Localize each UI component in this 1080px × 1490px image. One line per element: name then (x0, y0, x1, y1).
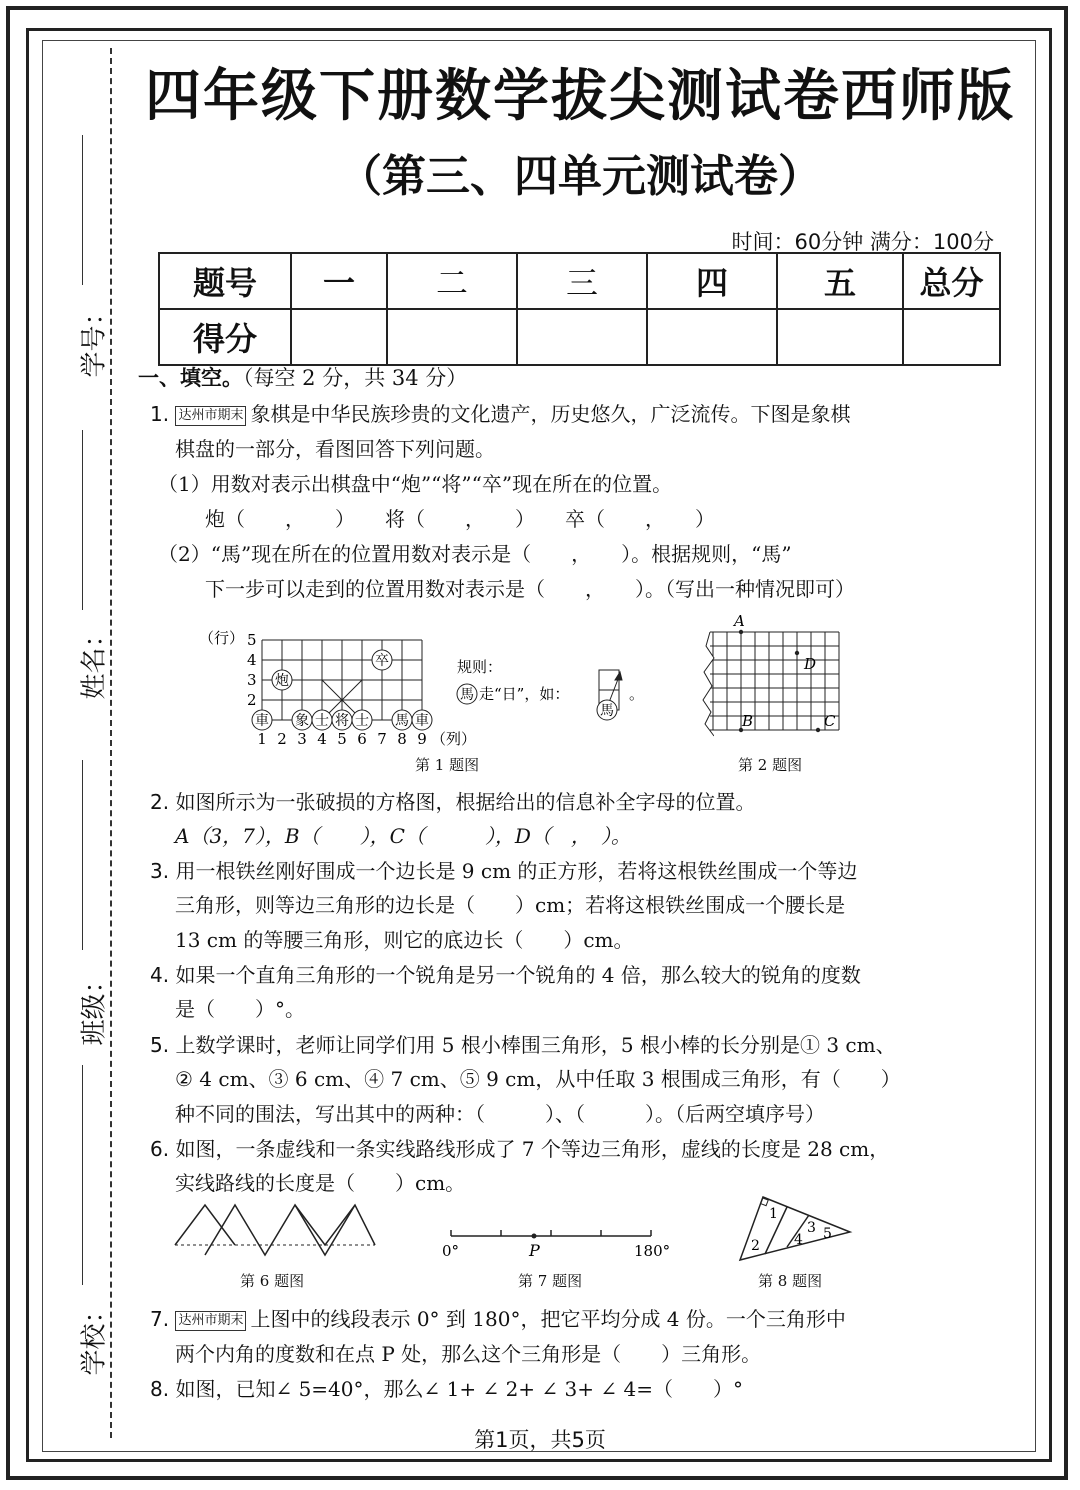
q6-text: 如图，一条虚线和一条实线路线形成了 7 个等边三角形，虚线的长度是 28 cm， (175, 1137, 890, 1161)
xtick: 7 (377, 730, 387, 748)
ytick: 2 (247, 691, 257, 709)
score-cell[interactable] (647, 309, 777, 365)
xtick: 2 (277, 730, 287, 748)
fig8-caption: 第 8 题图 (758, 1272, 823, 1290)
q7-text: 上图中的线段表示 0° 到 180°，把它平均分成 4 份。一个三角形中 (250, 1307, 846, 1331)
fig2-grid-lines (710, 632, 839, 730)
piece-zu (372, 650, 392, 670)
fig6-caption: 第 6 题图 (240, 1272, 305, 1290)
segment-p-label: P (529, 1241, 540, 1260)
fig2-caption: 第 2 题图 (738, 756, 803, 774)
q1-part2b[interactable]: 下一步可以走到的位置用数对表示是（ ， ）。（写出一种情况即可） (205, 577, 855, 601)
xtick: 9 (417, 730, 427, 748)
q3-text: 用一根铁丝刚好围成一个边长是 9 cm 的正方形，若将这根铁丝围成一个等边 (175, 859, 858, 883)
q2-text: 如图所示为一张破损的方格图，根据给出的信息补全字母的位置。 (175, 790, 756, 814)
point-a (739, 630, 743, 634)
q8-line1[interactable] (150, 1373, 743, 1402)
fig1-yticks (247, 631, 257, 709)
fig7-segment (436, 1222, 676, 1264)
q5-line1 (150, 1029, 896, 1058)
q4-number: 4. (150, 963, 170, 987)
label-c: C (824, 712, 836, 730)
q1-number: 1. (150, 402, 170, 426)
class-line[interactable] (82, 760, 83, 950)
angle-4: 4 (794, 1232, 803, 1248)
page-title: 四年级下册数学拔尖测试卷西师版 (145, 64, 1015, 129)
ytick: 3 (247, 671, 257, 689)
q5-text: 上数学课时，老师让同学们用 5 根小棒围三角形，5 根小棒的长分别是① 3 cm、 (175, 1033, 896, 1057)
fig6-zigzag (170, 1200, 380, 1260)
score-header-row (159, 253, 1000, 309)
header-cell: 二 (387, 253, 517, 309)
rule-text: 走“日”，如： (479, 685, 570, 703)
q7-line2[interactable]: 两个内角的度数和在点 P 处，那么这个三角形是（ ）三角形。 (175, 1342, 762, 1366)
q6-line1 (150, 1133, 889, 1162)
q4-text: 如果一个直角三角形的一个锐角是另一个锐角的 4 倍，那么较大的锐角的度数 (175, 963, 861, 987)
score-cell[interactable] (777, 309, 903, 365)
q7-number: 7. (150, 1307, 170, 1331)
student-number-label: 学号： (79, 299, 110, 378)
score-row-label: 得分 (159, 309, 291, 365)
piece-ma (392, 710, 412, 730)
ytick: 4 (247, 651, 257, 669)
piece-ju-right (412, 710, 432, 730)
header-cell: 题号 (159, 253, 291, 309)
label-a: A (734, 612, 745, 630)
q5-line3[interactable]: 种不同的围法，写出其中的两种：（ ）、（ ）。（后两空填序号） (175, 1102, 825, 1126)
piece-label: 卒 (375, 653, 389, 669)
score-cell[interactable] (387, 309, 517, 365)
time-score-info: 时间：60分钟 满分：100分 (731, 230, 994, 254)
score-row (159, 309, 1000, 365)
piece-ju-left (252, 710, 272, 730)
page-subtitle: （第三、四单元测试卷） (338, 151, 822, 202)
binding-dashed-line (110, 48, 112, 1438)
angle-1: 1 (769, 1206, 778, 1222)
class-label: 班级： (79, 967, 110, 1046)
label-b: B (742, 712, 754, 730)
segment-right-label: 180° (634, 1242, 671, 1260)
piece-xiang (292, 710, 312, 730)
header-cell: 三 (517, 253, 647, 309)
label-d: D (804, 655, 817, 673)
header-cell: 五 (777, 253, 903, 309)
q3-line1 (150, 855, 857, 884)
xtick: 4 (317, 730, 327, 748)
score-cell[interactable] (903, 309, 1000, 365)
piece-label: 将 (335, 713, 349, 729)
q1-part1: （1）用数对表示出棋盘中“炮”“将”“卒”现在所在的位置。 (158, 472, 673, 496)
q4-line1 (150, 959, 861, 988)
piece-label: 車 (255, 713, 269, 729)
angle-3: 3 (807, 1220, 816, 1236)
q5-number: 5. (150, 1033, 170, 1057)
q2-line1 (150, 786, 755, 815)
school-label: 学校： (79, 1297, 110, 1376)
q2-line2[interactable]: A（3，7），B（ ），C（ ），D（ ， ）。 (175, 824, 631, 848)
fig7-caption: 第 7 题图 (518, 1272, 583, 1290)
q3-line3[interactable]: 13 cm 的等腰三角形，则它的底边长（ ）cm。 (175, 928, 634, 952)
piece-label: 炮 (275, 673, 289, 689)
piece-label: 象 (295, 713, 309, 729)
q5-line2[interactable]: ② 4 cm、③ 6 cm、④ 7 cm、⑤ 9 cm，从中任取 3 根围成三角形，有（ ） (175, 1067, 901, 1091)
q2-number: 2. (150, 790, 170, 814)
xtick: 8 (397, 730, 407, 748)
name-line[interactable] (82, 430, 83, 610)
fig1-row-label: （行） (199, 629, 245, 647)
piece-label: 士 (315, 713, 329, 729)
score-table (158, 252, 1001, 366)
segment-ticks (451, 1230, 651, 1236)
q8-number: 8. (150, 1377, 170, 1401)
q3-line2[interactable]: 三角形，则等边三角形的边长是（ ）cm；若将这根铁丝围成一个腰长是 (175, 893, 846, 917)
rule-ma: 馬 (460, 687, 474, 703)
point-c (816, 728, 820, 732)
zigzag-peak (175, 1205, 235, 1245)
rule-title: 规则： (457, 658, 503, 676)
fig1-chessboard (195, 625, 477, 750)
source-tag: 达州市期末 (175, 1311, 246, 1331)
fig1-xticks (257, 730, 427, 748)
xtick: 6 (357, 730, 367, 748)
section-title: 一、填空。 (138, 366, 243, 390)
point-p (532, 1234, 537, 1239)
q8-text: 如图，已知∠ 5=40°，那么∠ 1+ ∠ 2+ ∠ 3+ ∠ 4=（ ）° (175, 1377, 743, 1401)
fig1-col-label: （列） (431, 730, 477, 748)
source-tag: 达州市期末 (175, 406, 246, 426)
name-label: 姓名： (79, 621, 110, 700)
piece-label: 車 (415, 713, 429, 729)
q1-line1 (150, 398, 850, 427)
header-cell: 四 (647, 253, 777, 309)
section-heading (138, 362, 467, 392)
q6-number: 6. (150, 1137, 170, 1161)
fig8-triangles (735, 1192, 860, 1264)
header-cell: 总分 (903, 253, 1000, 309)
point-d (795, 651, 799, 655)
score-cell[interactable] (517, 309, 647, 365)
piece-label: 馬 (395, 713, 409, 729)
fig1-rule (455, 650, 650, 730)
q4-line2[interactable]: 是（ ）°。 (175, 997, 305, 1021)
rule-end: 。 (629, 685, 645, 703)
piece-jiang (332, 710, 352, 730)
xtick: 3 (297, 730, 307, 748)
school-line[interactable] (82, 1065, 83, 1285)
piece-pao (272, 670, 292, 690)
q1-part1-answers[interactable]: 炮（ ， ） 将（ ， ） 卒（ ， ） (205, 507, 715, 531)
piece-label: 士 (355, 713, 369, 729)
fig2-grid (700, 612, 850, 747)
q1-part2[interactable]: （2）“馬”现在所在的位置用数对表示是（ ， ）。根据规则，“馬” (158, 542, 792, 566)
ytick: 5 (247, 631, 257, 649)
angle-5: 5 (823, 1226, 832, 1242)
segment-left-label: 0° (442, 1242, 460, 1260)
student-number-line[interactable] (82, 135, 83, 285)
q7-line1 (150, 1303, 846, 1332)
q1-line2: 棋盘的一部分，看图回答下列问题。 (175, 437, 495, 461)
xtick: 1 (257, 730, 267, 748)
fig2-labels (732, 612, 836, 730)
q6-line2[interactable]: 实线路线的长度是（ ）cm。 (175, 1171, 466, 1195)
fig1-caption: 第 1 题图 (415, 756, 480, 774)
piece-shi-right (352, 710, 372, 730)
q1-text: 象棋是中华民族珍贵的文化遗产，历史悠久，广泛流传。下图是象棋 (250, 402, 851, 426)
section-note: （每空 2 分，共 34 分） (243, 366, 468, 390)
q3-number: 3. (150, 859, 170, 883)
piece-shi-left (312, 710, 332, 730)
xtick: 5 (337, 730, 347, 748)
header-cell: 一 (291, 253, 387, 309)
page-footer: 第1页，共5页 (474, 1428, 606, 1452)
score-cell[interactable] (291, 309, 387, 365)
rule-ma-2: 馬 (600, 703, 614, 719)
zigzag-middle (205, 1205, 355, 1255)
angle-2: 2 (751, 1238, 760, 1254)
